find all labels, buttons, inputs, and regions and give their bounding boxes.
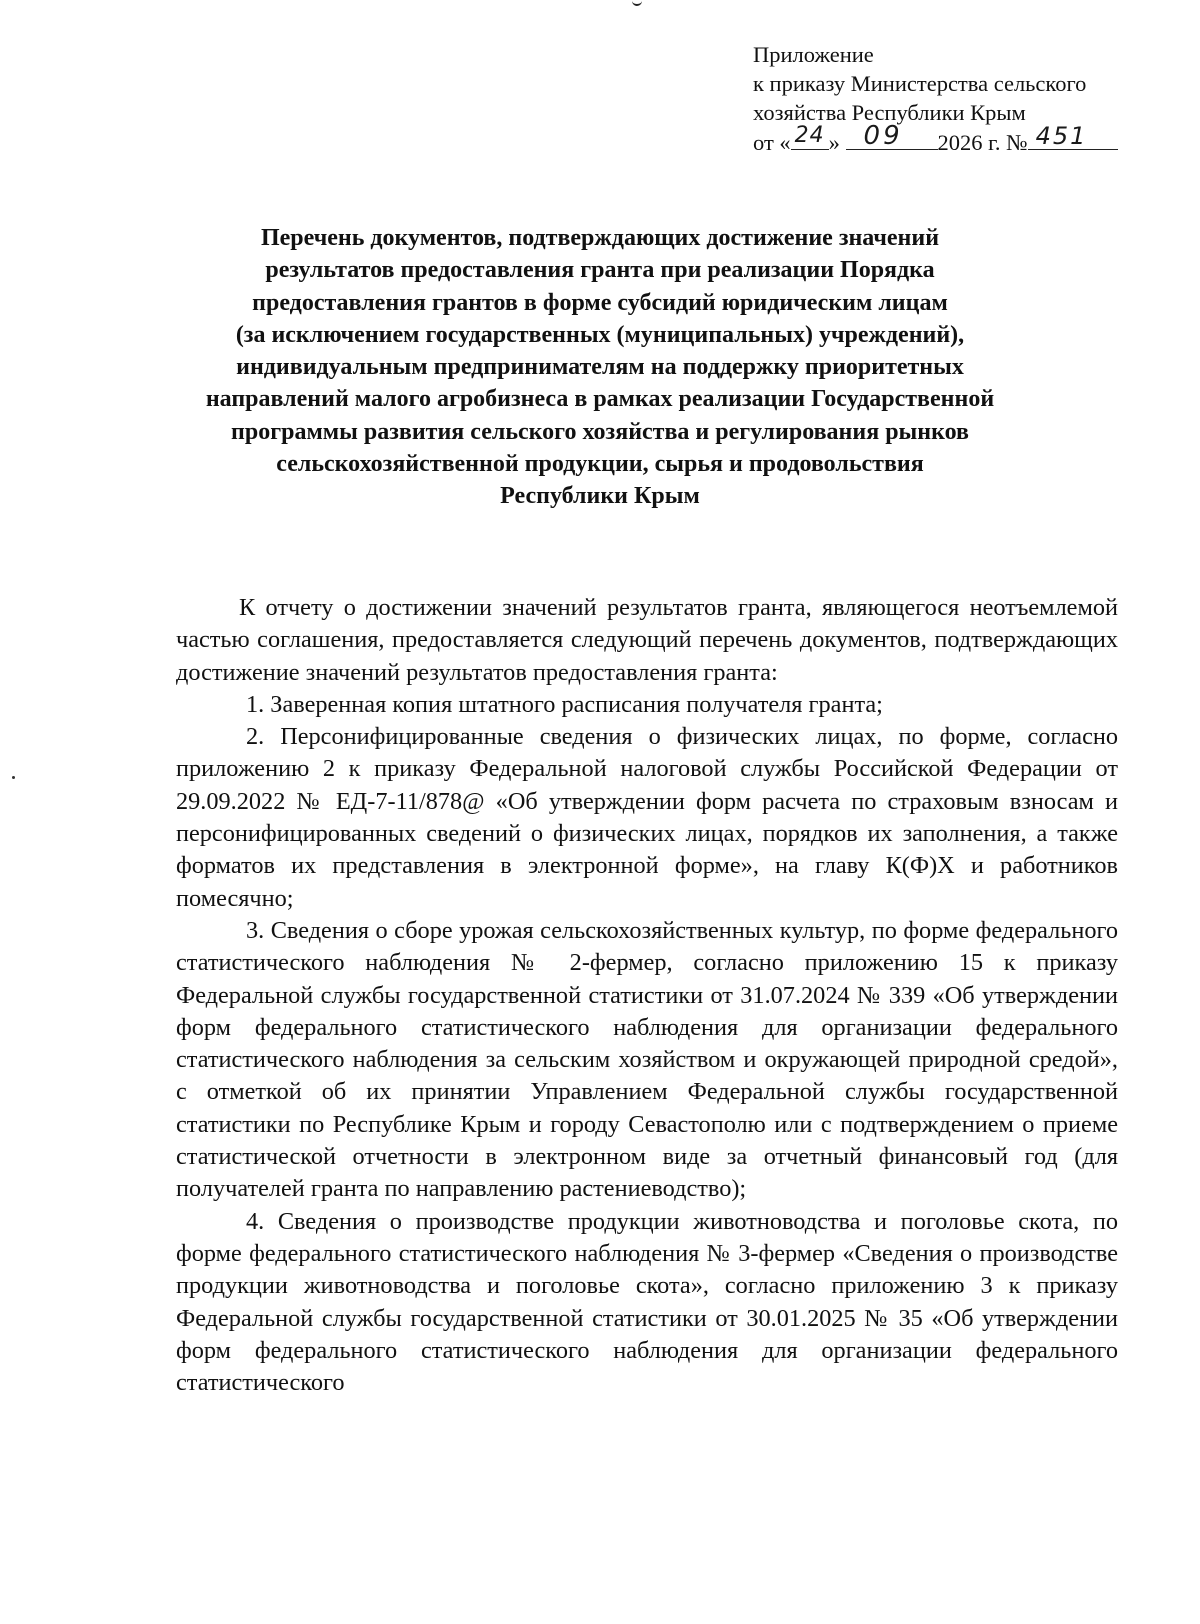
document-body [176,592,1118,1399]
appendix-label: Приложение [753,42,874,67]
day-blank [791,123,829,150]
appendix-order-line: к приказу Министерства сельского [753,71,1087,96]
month-blank [846,121,938,151]
title-line: предоставления грантов в форме субсидий юридическим лицам [252,289,948,316]
year-text: 2026 г. № [937,130,1028,155]
title-line: результатов предоставления гранта при реализации Порядка [265,257,935,284]
title-line: Республики Крым [500,483,700,510]
title-line: Перечень документов, подтверждающих достижение значений [260,225,940,251]
appendix-header [753,40,1153,157]
title-line: индивидуальным предпринимателям на поддержку приоритетных [236,354,964,381]
list-item: 2. Персонифицированные сведения о физических лицах, по форме, согласно приложению 2 к приказу Федеральной налоговой службы Российской Федерации от 29.09.2022 № ЕД-7-11/878@ «Об утверждении форм расчета по страховым взносам и персонифицированных сведений о физических лицах, порядков их заполнения, а также форматов их представления в электронной форме», на главу К(Ф)Х и работников помесячно; [176,723,1118,912]
appendix-date-line [753,121,1153,157]
page-top-mark [632,0,642,6]
list-item: 3. Сведения о сборе урожая сельскохозяйственных культур, по форме федерального статистического наблюдения № 2-фермер, согласно приложению 15 к приказу Федеральной службы государственной статистики от 31.07.2024 № 339 «Об утверждении форм федерального статистического наблюдения для организации федерального статистического наблюдения за сельским хозяйством и окружающей природной средой», с отметкой об их принятии Управлением Федеральной службы государственной статистики по Республике Крым и городу Севастополю или с подтверждением о приеме статистической отчетности в электронном виде за отчетный финансовый год (для получателей гранта по направлению растениеводство); [176,916,1118,1203]
title-line: программы развития сельского хозяйства и регулирования рынков [231,418,969,445]
date-mid: » [828,130,840,155]
document-title [150,222,1050,513]
title-line: сельскохозяйственной продукции, сырья и продовольствия [276,451,924,478]
month-handwritten: 09 [863,121,903,151]
intro-paragraph: К отчету о достижении значений результатов гранта, являющегося неотъемлемой частью соглашения, предоставляется следующий перечень документов, подтверждающих достижение значений результатов предоставления гранта: [176,594,1118,686]
list-item: 1. Заверенная копия штатного расписания получателя гранта; [246,690,883,718]
list-item: 4. Сведения о производстве продукции животноводства и поголовье скота, по форме федерального статистического наблюдения № 3-фермер «Сведения о производстве продукции животноводства и поголовье скота», согласно приложению 3 к приказу Федеральной службы государственной статистики от 30.01.2025 № 35 «Об утверждении форм федерального статистического наблюдения для организации федерального статистического [176,1207,1118,1397]
number-blank [1028,122,1118,150]
date-prefix: от « [753,130,791,155]
appendix-ministry-line: хозяйства Республики Крым [753,100,1026,125]
number-handwritten: 451 [1035,122,1088,150]
day-handwritten: 24 [794,123,825,148]
title-line: (за исключением государственных (муниципальных) учреждений), [235,321,965,348]
title-line: направлений малого агробизнеса в рамках реализации Государственной [205,386,995,413]
scan-speck [12,776,15,779]
